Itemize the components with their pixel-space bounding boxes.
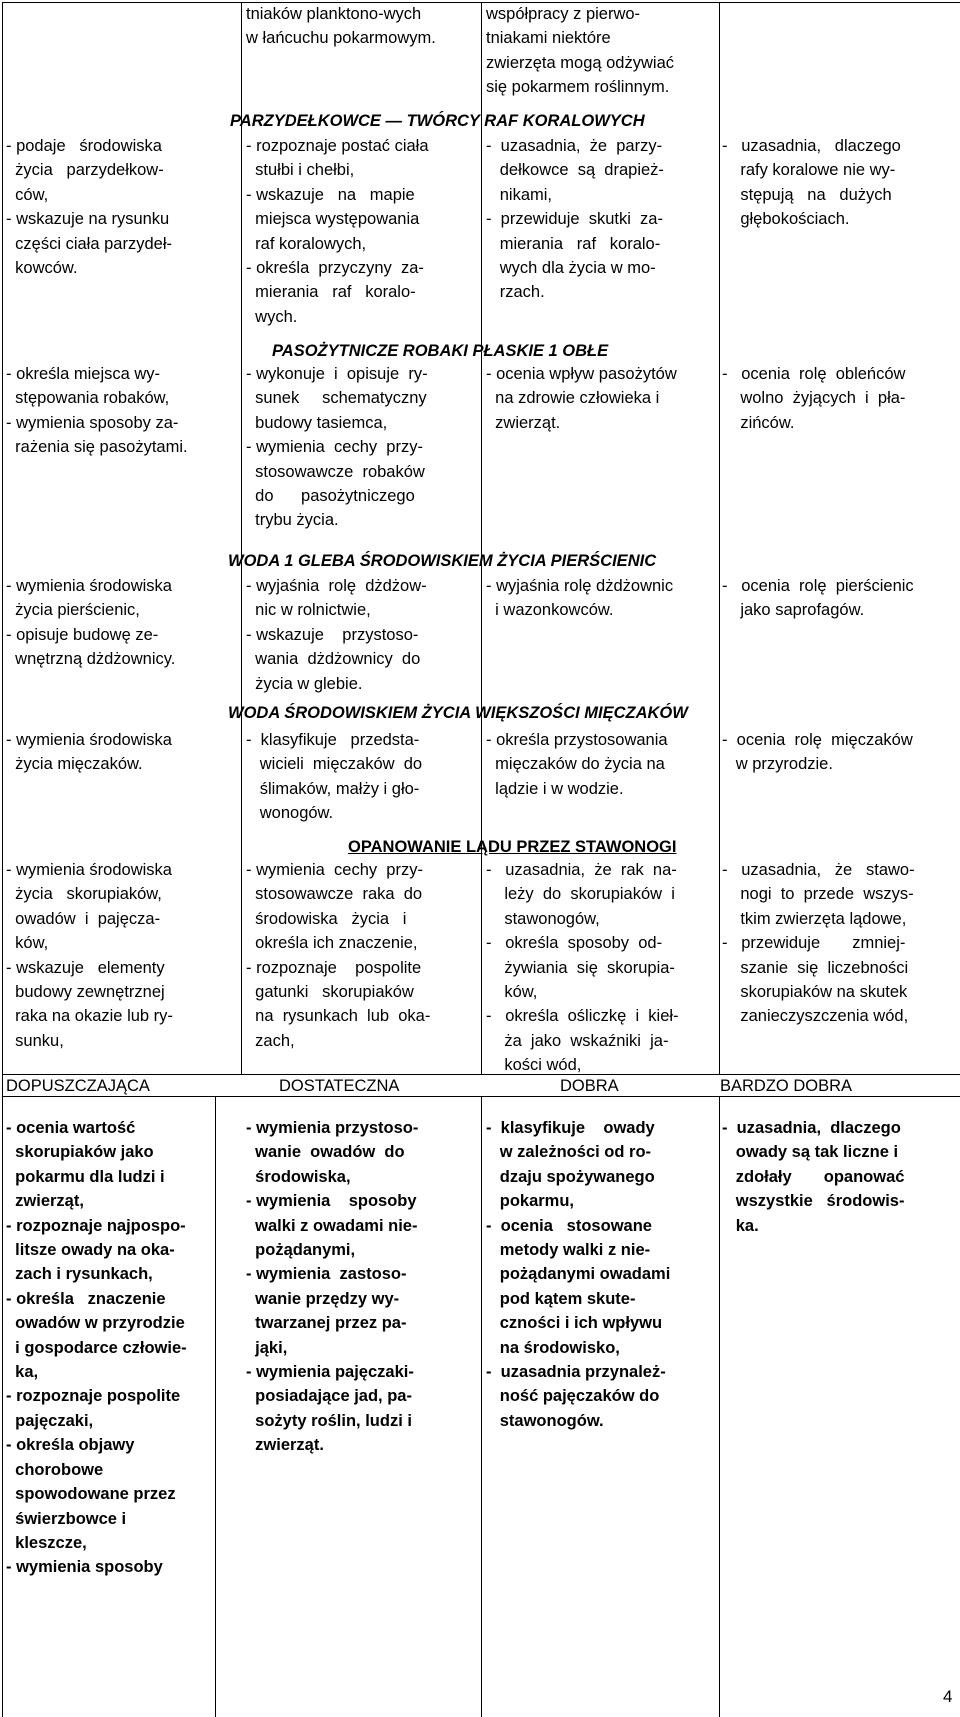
col-divider-3 xyxy=(719,2,720,1074)
grade-divider-2 xyxy=(481,1096,482,1717)
section-title-robaki: PASOŻYTNICZE ROBAKI PŁASKIE 1 OBŁE xyxy=(272,342,609,360)
requirement-cell: - podaje środowiska życia parzydełkow- ców, - wskazuje na rysunku części ciała parzydeł- kowców. xyxy=(6,137,172,278)
grade-header-dostateczna: DOSTATECZNA xyxy=(279,1077,400,1095)
col-divider-1 xyxy=(241,2,242,1074)
requirement-cell: - wymienia środowiska życia skorupiaków, owadów i pajęcza- ków, - wskazuje elementy budowy zewnętrznej raka na okazie lub ry- sunku, xyxy=(6,861,173,1050)
grade-requirements-bardzo-dobra: - uzasadnia, dlaczego owady są tak liczne i zdołały opanować wszystkie środowis- ka. xyxy=(722,1119,905,1235)
page-number: 4 xyxy=(943,1687,953,1706)
grade-divider-1 xyxy=(215,1096,216,1717)
requirement-cell: - wymienia cechy przy- stosowawcze raka do środowiska życia i określa ich znaczenie, - rozpoznaje pospolite gatunki skorupiaków na rysunkach lub oka- zach, xyxy=(246,861,431,1050)
requirement-cell: - wyjaśnia rolę dżdżow- nic w rolnictwie, - wskazuje przystoso- wania dżdżownicy do życia w glebie. xyxy=(246,577,427,693)
requirement-cell: - klasyfikuje przedsta- wicieli mięczaków do ślimaków, małży i gło- wonogów. xyxy=(246,731,423,823)
requirement-cell: - ocenia rolę mięczaków w przyrodzie. xyxy=(722,731,913,774)
requirement-cell: - wymienia środowiska życia mięczaków. xyxy=(6,731,172,774)
grade-header-dopuszczajaca: DOPUSZCZAJĄCA xyxy=(6,1077,150,1095)
grade-requirements-dopuszczajaca: - ocenia wartość skorupiaków jako pokarmu dla ludzi i zwierząt, - rozpoznaje najpospo- litsze owady na oka- zach i rysunkach, - określa znaczenie owadów w przyrodzie i gospodarce człowie- ka, - rozpoznaje pospolite pajęczaki, - określa objawy chorobowe spowodowane przez świerzbowce i kleszcze, - wymienia sposoby xyxy=(6,1119,187,1577)
continuation-text-col3: współpracy z pierwo- tniakami niektóre zwierzęta mogą odżywiać się pokarmem roślinnym. xyxy=(486,5,674,97)
requirement-cell: - określa miejsca wy- stępowania robaków, - wymienia sposoby za- rażenia się pasożytami. xyxy=(6,365,188,457)
section-title-stawonogi: OPANOWANIE LĄDU PRZEZ STAWONOGI xyxy=(348,838,677,856)
grade-requirements-dostateczna: - wymienia przystoso- wanie owadów do środowiska, - wymienia sposoby walki z owadami nie- pożądanymi, - wymienia zastoso- wanie przędzy wy- twarzanej przez pa- jąki, - wymienia pajęczaki- posiadające jad, pa- sożyty roślin, ludzi i zwierząt. xyxy=(246,1119,419,1455)
requirement-cell: - wykonuje i opisuje ry- sunek schematyczny budowy tasiemca, - wymienia cechy przy- stosowawcze robaków do pasożytniczego trybu życia. xyxy=(246,365,428,530)
col-divider-2 xyxy=(481,2,482,1074)
requirement-cell: - ocenia wpływ pasożytów na zdrowie człowieka i zwierząt. xyxy=(486,365,677,432)
requirement-cell: - ocenia rolę obleńców wolno żyjących i pła- zińców. xyxy=(722,365,906,432)
section-title-parzydelkowce: PARZYDEŁKOWCE — TWÓRCY RAF KORALOWYCH xyxy=(230,112,645,130)
grade-divider-3 xyxy=(719,1096,720,1717)
requirement-cell: - rozpoznaje postać ciała stułbi i chełbi, - wskazuje na mapie miejsca występowania raf koralowych, - określa przyczyny za- mierania raf koralo- wych. xyxy=(246,137,429,326)
requirement-cell: - ocenia rolę pierścienic jako saprofagów. xyxy=(722,577,914,620)
requirement-cell: - określa przystosowania mięczaków do życia na lądzie i w wodzie. xyxy=(486,731,668,798)
grade-left-border xyxy=(2,1074,3,1717)
requirement-cell: - uzasadnia, że rak na- leży do skorupiaków i stawonogów, - określa sposoby od- żywiania się skorupia- ków, - określa ośliczkę i kieł- ża jako wskaźniki ja- kości wód, xyxy=(486,861,679,1075)
grade-header-dobra: DOBRA xyxy=(560,1077,619,1095)
requirement-cell: - uzasadnia, dlaczego rafy koralowe nie wy- stępują na dużych głębokościach. xyxy=(722,137,901,229)
grade-requirements-dobra: - klasyfikuje owady w zależności od ro- dzaju spożywanego pokarmu, - ocenia stosowane metody walki z nie- pożądanymi owadami pod kątem skute- czności i ich wpływu na środowisko, - uzasadnia przynależ- ność pajęczaków do stawonogów. xyxy=(486,1119,671,1430)
requirement-cell: - wymienia środowiska życia pierścienic, - opisuje budowę ze- wnętrzną dżdżownicy. xyxy=(6,577,176,669)
section-title-pierscienice: WODA 1 GLEBA ŚRODOWISKIEM ŻYCIA PIERŚCIENIC xyxy=(228,552,657,570)
section-title-mieczaki: WODA ŚRODOWISKIEM ŻYCIA WIĘKSZOŚCI MIĘCZAKÓW xyxy=(228,704,688,722)
requirement-cell: - uzasadnia, że parzy- dełkowce są drapież- nikami, - przewiduje skutki za- mierania raf koralo- wych dla życia w mo- rzach. xyxy=(486,137,664,302)
continuation-text-col2: tniaków planktono-wych w łańcuchu pokarmowym. xyxy=(246,5,436,48)
requirement-cell: - wyjaśnia rolę dżdżownic i wazonkowców. xyxy=(486,577,674,620)
grade-header-bardzo-dobra: BARDZO DOBRA xyxy=(720,1077,853,1095)
requirement-cell: - uzasadnia, że stawo- nogi to przede wszys- tkim zwierzęta lądowe, - przewiduje zmniej- szanie się liczebności skorupiaków na skutek zanieczyszczenia wód, xyxy=(722,861,915,1026)
border-left xyxy=(2,2,3,1074)
